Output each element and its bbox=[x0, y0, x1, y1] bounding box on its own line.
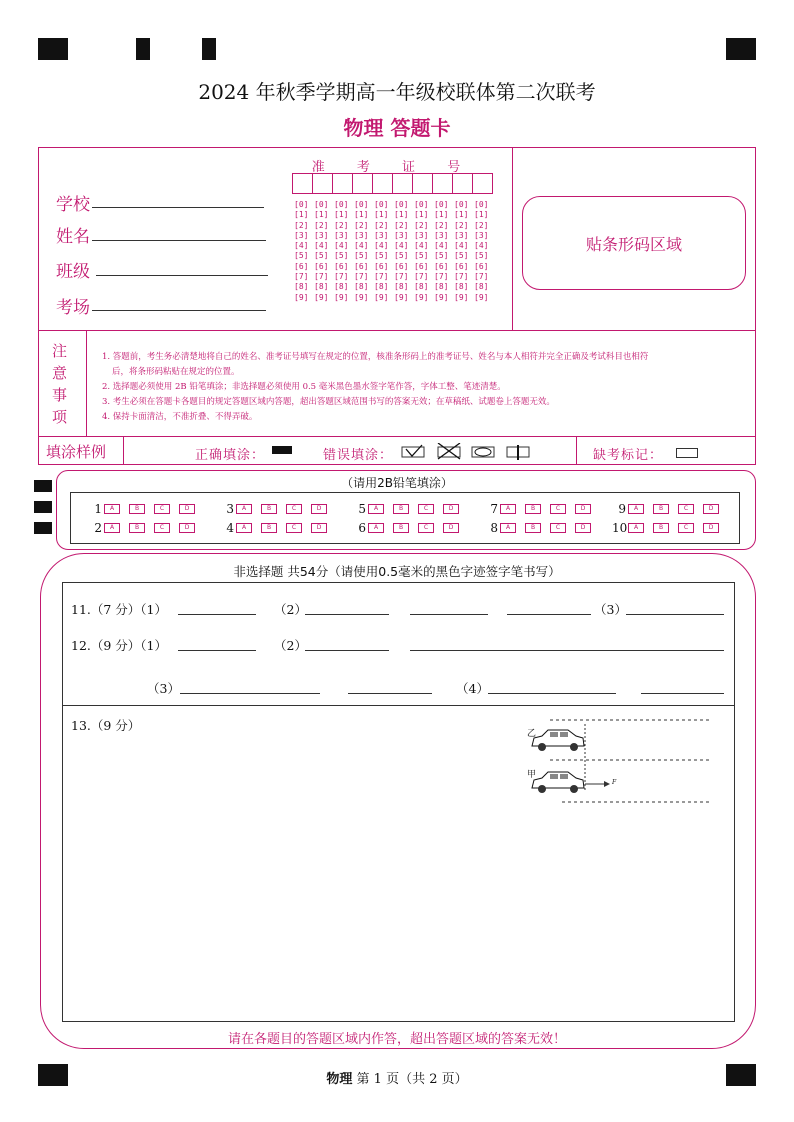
digit-bubble[interactable]: [0] bbox=[354, 200, 369, 209]
digit-box[interactable] bbox=[372, 173, 393, 194]
mc-option-bubble[interactable]: B bbox=[525, 504, 541, 514]
registration-mark-left-2 bbox=[34, 501, 52, 513]
note-item: 后，将条形码粘贴在规定的位置。 bbox=[112, 367, 240, 377]
q12-part2-label: （2） bbox=[274, 638, 307, 653]
digit-bubble[interactable]: [2] bbox=[434, 220, 449, 230]
digit-bubble[interactable]: [2] bbox=[414, 220, 429, 230]
digit-bubble[interactable]: [5] bbox=[454, 251, 469, 261]
mc-option-bubble[interactable]: D bbox=[179, 523, 195, 533]
card-subtitle: 物理 答题卡 bbox=[343, 116, 451, 140]
q12-part4-label: （4） bbox=[456, 681, 489, 696]
digit-bubble[interactable]: [7] bbox=[294, 272, 309, 282]
digit-bubble[interactable]: [6] bbox=[474, 261, 489, 271]
info-divider-horizontal bbox=[38, 330, 756, 331]
digit-bubble[interactable]: [4] bbox=[434, 241, 449, 251]
digit-bubble[interactable]: [7] bbox=[354, 272, 369, 282]
digit-bubble[interactable]: [6] bbox=[394, 261, 409, 271]
q12-blank-4[interactable] bbox=[180, 693, 320, 694]
q12-blank-5[interactable] bbox=[348, 693, 432, 694]
mc-answer-grid bbox=[70, 492, 740, 544]
digit-bubble[interactable]: [1] bbox=[314, 210, 329, 220]
note-item: 4. 保持卡面清洁，不准折叠、不得弄破。 bbox=[102, 412, 258, 422]
mc-option-bubble[interactable]: C bbox=[154, 523, 170, 533]
digit-bubble[interactable]: [2] bbox=[374, 220, 389, 230]
digit-bubble[interactable]: [8] bbox=[414, 282, 429, 292]
digit-bubble-row bbox=[294, 282, 494, 292]
notes-divider bbox=[86, 330, 87, 436]
digit-box[interactable] bbox=[312, 173, 333, 194]
sample-label: 填涂样例 bbox=[46, 443, 107, 461]
registration-mark-top-2 bbox=[136, 38, 150, 60]
q12-blank-1[interactable] bbox=[178, 650, 256, 651]
digit-bubble[interactable]: [0] bbox=[394, 200, 409, 209]
absent-mark-label: 缺考标记： bbox=[593, 448, 664, 463]
sample-divider-2 bbox=[576, 436, 577, 465]
q12-blank-6[interactable] bbox=[488, 693, 616, 694]
digit-bubble[interactable]: [8] bbox=[294, 282, 309, 292]
mc-option-bubble[interactable]: D bbox=[311, 504, 327, 514]
digit-bubble[interactable]: [6] bbox=[354, 261, 369, 271]
digit-bubble[interactable]: [8] bbox=[314, 282, 329, 292]
mc-option-bubble[interactable]: B bbox=[653, 523, 669, 533]
digit-bubble[interactable]: [0] bbox=[454, 200, 469, 209]
q12-part3-label: （3） bbox=[147, 681, 180, 696]
q13-label: 13.（9 分） bbox=[71, 718, 141, 733]
mc-option-bubble[interactable]: D bbox=[575, 523, 591, 533]
mc-question bbox=[352, 521, 459, 535]
answer-warning: 请在各题目的答题区域内作答，超出答题区域的答案无效！ bbox=[227, 1032, 566, 1047]
digit-bubble[interactable]: [3] bbox=[394, 230, 409, 240]
digit-bubble[interactable]: [5] bbox=[434, 251, 449, 261]
digit-bubble[interactable]: [1] bbox=[294, 210, 309, 220]
mc-question-number: 3 bbox=[226, 502, 234, 516]
digit-bubble[interactable]: [0] bbox=[434, 200, 449, 209]
mc-option-bubble[interactable]: A bbox=[104, 523, 120, 533]
answer-divider-1 bbox=[62, 705, 735, 706]
mc-option-bubble[interactable]: A bbox=[236, 523, 252, 533]
barcode-area: 贴条形码区域 bbox=[522, 196, 746, 290]
digit-bubble[interactable]: [2] bbox=[314, 220, 329, 230]
wrong-fill-marks bbox=[400, 443, 535, 461]
q11-label: 11.（7 分）（1） bbox=[71, 602, 168, 617]
digit-bubble[interactable]: [4] bbox=[474, 241, 489, 251]
name-field[interactable] bbox=[92, 222, 266, 241]
digit-bubble[interactable]: [4] bbox=[294, 241, 309, 251]
digit-bubble[interactable]: [3] bbox=[314, 230, 329, 240]
non-choice-header: 非选择题 共54分（请使用0.5毫米的黑色字迹签字笔书写） bbox=[233, 564, 561, 579]
digit-box[interactable] bbox=[472, 173, 493, 194]
digit-bubble[interactable]: [1] bbox=[454, 210, 469, 220]
q11-blank-5[interactable] bbox=[626, 614, 724, 615]
car-bottom-icon bbox=[532, 772, 584, 793]
class-label: 班级 bbox=[56, 262, 90, 282]
digit-box[interactable] bbox=[412, 173, 433, 194]
digit-bubble[interactable]: [7] bbox=[474, 272, 489, 282]
mc-question-number: 10 bbox=[612, 521, 628, 535]
digit-bubble[interactable]: [2] bbox=[394, 220, 409, 230]
mc-header: （请用2B铅笔填涂） bbox=[341, 476, 453, 490]
digit-bubble[interactable]: [6] bbox=[374, 261, 389, 271]
digit-bubble[interactable]: [5] bbox=[294, 251, 309, 261]
wrong-fill-label: 错误填涂： bbox=[323, 448, 394, 463]
digit-bubble[interactable]: [4] bbox=[414, 241, 429, 251]
q11-blank-4[interactable] bbox=[507, 614, 591, 615]
digit-bubble[interactable]: [8] bbox=[354, 282, 369, 292]
digit-box[interactable] bbox=[292, 173, 313, 194]
digit-bubble-row bbox=[294, 293, 494, 303]
mc-question bbox=[88, 521, 195, 535]
mc-option-bubble[interactable]: A bbox=[500, 523, 516, 533]
note-item: 3. 考生必须在答题卡各题目的规定答题区域内答题，超出答题区域范围书写的答案无效；在草稿纸、试题卷上答题无效。 bbox=[102, 397, 555, 407]
digit-bubble[interactable]: [9] bbox=[354, 292, 369, 302]
mc-question-number: 4 bbox=[226, 521, 234, 535]
car-top-label: 乙 bbox=[527, 729, 537, 739]
mc-question-number: 2 bbox=[94, 521, 102, 535]
digit-bubble[interactable]: [9] bbox=[334, 292, 349, 302]
mc-option-bubble[interactable]: D bbox=[311, 523, 327, 533]
digit-box[interactable] bbox=[452, 173, 473, 194]
digit-bubble[interactable]: [7] bbox=[454, 272, 469, 282]
digit-bubble[interactable]: [1] bbox=[354, 210, 369, 220]
mc-option-bubble[interactable]: C bbox=[550, 504, 566, 514]
mc-option-bubble[interactable]: A bbox=[500, 504, 516, 514]
mc-question bbox=[88, 502, 195, 516]
mc-question bbox=[612, 502, 719, 516]
notes-list bbox=[102, 350, 744, 425]
mc-question-number: 8 bbox=[490, 521, 498, 535]
digit-bubble[interactable]: [2] bbox=[294, 220, 309, 230]
mc-question bbox=[220, 502, 327, 516]
digit-bubble[interactable]: [3] bbox=[354, 230, 369, 240]
exam-room-field[interactable] bbox=[92, 293, 266, 311]
digit-bubble[interactable]: [8] bbox=[394, 282, 409, 292]
digit-bubble[interactable]: [4] bbox=[374, 241, 389, 251]
note-item: 2. 选择题必须使用 2B 铅笔填涂；非选择题必须使用 0.5 毫米黑色墨水签字笔作答，字体工整、笔迹清楚。 bbox=[102, 382, 506, 392]
digit-bubble[interactable]: [1] bbox=[374, 210, 389, 220]
q11-blank-2[interactable] bbox=[305, 614, 389, 615]
digit-bubble[interactable]: [9] bbox=[414, 292, 429, 302]
digit-bubble[interactable]: [2] bbox=[454, 220, 469, 230]
mc-option-bubble[interactable]: B bbox=[129, 523, 145, 533]
mc-option-bubble[interactable]: B bbox=[393, 523, 409, 533]
mc-question-number: 5 bbox=[358, 502, 366, 516]
digit-bubble[interactable]: [4] bbox=[394, 241, 409, 251]
mc-question-number: 1 bbox=[94, 502, 102, 516]
digit-bubble[interactable]: [1] bbox=[414, 210, 429, 220]
mc-question bbox=[612, 521, 719, 535]
mc-option-bubble[interactable]: B bbox=[393, 504, 409, 514]
q12-label: 12.（9 分）（1） bbox=[71, 638, 168, 653]
digit-bubble[interactable]: [2] bbox=[354, 220, 369, 230]
digit-bubble[interactable]: [3] bbox=[334, 230, 349, 240]
mc-question-number: 6 bbox=[358, 521, 366, 535]
absent-mark-box[interactable] bbox=[676, 448, 698, 458]
sample-divider-1 bbox=[123, 436, 124, 465]
digit-bubble[interactable]: [9] bbox=[474, 292, 489, 302]
digit-bubble[interactable]: [3] bbox=[454, 230, 469, 240]
mc-option-bubble[interactable]: B bbox=[261, 523, 277, 533]
digit-bubble[interactable]: [9] bbox=[314, 292, 329, 302]
mc-option-bubble[interactable]: B bbox=[261, 504, 277, 514]
digit-bubble[interactable]: [8] bbox=[334, 282, 349, 292]
digit-bubble[interactable]: [5] bbox=[414, 251, 429, 261]
mc-option-bubble[interactable]: C bbox=[678, 504, 694, 514]
registration-mark-top-left bbox=[38, 38, 68, 60]
digit-bubble[interactable]: [4] bbox=[354, 241, 369, 251]
mc-option-bubble[interactable]: C bbox=[286, 523, 302, 533]
force-label: F bbox=[612, 779, 617, 786]
q12-blank-3[interactable] bbox=[410, 650, 724, 651]
mc-option-bubble[interactable]: D bbox=[179, 504, 195, 514]
digit-bubble[interactable]: [2] bbox=[334, 220, 349, 230]
mc-option-bubble[interactable]: D bbox=[575, 504, 591, 514]
digit-bubble-row bbox=[294, 221, 494, 231]
digit-bubble-grid[interactable] bbox=[294, 200, 494, 303]
mc-option-bubble[interactable]: D bbox=[443, 504, 459, 514]
digit-bubble[interactable]: [9] bbox=[374, 292, 389, 302]
mc-option-bubble[interactable]: D bbox=[703, 504, 719, 514]
q12-blank-7[interactable] bbox=[641, 693, 724, 694]
mc-option-bubble[interactable]: B bbox=[129, 504, 145, 514]
notes-title: 注意事项 bbox=[52, 342, 68, 426]
digit-bubble-row bbox=[294, 262, 494, 272]
digit-bubble[interactable]: [9] bbox=[434, 292, 449, 302]
digit-bubble[interactable]: [6] bbox=[434, 261, 449, 271]
digit-bubble[interactable]: [0] bbox=[414, 200, 429, 209]
mc-option-bubble[interactable]: A bbox=[236, 504, 252, 514]
mc-option-bubble[interactable]: C bbox=[550, 523, 566, 533]
digit-bubble[interactable]: [8] bbox=[474, 282, 489, 292]
admission-number-boxes[interactable] bbox=[292, 173, 492, 194]
digit-bubble[interactable]: [7] bbox=[374, 272, 389, 282]
digit-bubble[interactable]: [5] bbox=[314, 251, 329, 261]
digit-bubble[interactable]: [5] bbox=[474, 251, 489, 261]
cars-diagram bbox=[520, 712, 720, 808]
registration-mark-left-3 bbox=[34, 522, 52, 534]
digit-bubble[interactable]: [5] bbox=[394, 251, 409, 261]
digit-bubble[interactable]: [6] bbox=[314, 261, 329, 271]
mc-option-bubble[interactable]: C bbox=[418, 523, 434, 533]
registration-mark-top-right bbox=[726, 38, 756, 60]
q11-blank-3[interactable] bbox=[410, 614, 488, 615]
mc-option-bubble[interactable]: C bbox=[418, 504, 434, 514]
digit-bubble[interactable]: [4] bbox=[334, 241, 349, 251]
digit-bubble-row bbox=[294, 251, 494, 261]
digit-bubble[interactable]: [0] bbox=[374, 200, 389, 209]
digit-box[interactable] bbox=[392, 173, 413, 194]
digit-bubble[interactable]: [1] bbox=[434, 210, 449, 220]
q11-part3-label: （3） bbox=[594, 602, 627, 617]
mc-option-bubble[interactable]: A bbox=[628, 523, 644, 533]
mc-option-bubble[interactable]: A bbox=[368, 504, 384, 514]
digit-bubble[interactable]: [5] bbox=[354, 251, 369, 261]
q11-blank-1[interactable] bbox=[178, 614, 256, 615]
mc-option-bubble[interactable]: D bbox=[443, 523, 459, 533]
digit-bubble[interactable]: [0] bbox=[474, 200, 489, 209]
digit-bubble[interactable]: [7] bbox=[414, 272, 429, 282]
mc-option-bubble[interactable]: B bbox=[653, 504, 669, 514]
digit-bubble[interactable]: [4] bbox=[314, 241, 329, 251]
digit-bubble[interactable]: [8] bbox=[454, 282, 469, 292]
mc-question-number: 7 bbox=[490, 502, 498, 516]
admission-number-label: 准 考 证 号 bbox=[311, 160, 475, 175]
digit-bubble[interactable]: [1] bbox=[334, 210, 349, 220]
car-bottom-label: 甲 bbox=[527, 770, 537, 780]
digit-bubble[interactable]: [5] bbox=[374, 251, 389, 261]
digit-bubble[interactable]: [4] bbox=[454, 241, 469, 251]
digit-bubble[interactable]: [7] bbox=[394, 272, 409, 282]
class-field[interactable] bbox=[96, 257, 268, 276]
mc-option-bubble[interactable]: A bbox=[368, 523, 384, 533]
mc-option-bubble[interactable]: C bbox=[286, 504, 302, 514]
info-divider-vertical bbox=[512, 147, 513, 330]
digit-bubble[interactable]: [3] bbox=[434, 230, 449, 240]
digit-bubble[interactable]: [7] bbox=[314, 272, 329, 282]
mc-question bbox=[484, 502, 591, 516]
digit-bubble[interactable]: [6] bbox=[414, 261, 429, 271]
name-label: 姓名 bbox=[56, 227, 90, 247]
digit-bubble[interactable]: [0] bbox=[294, 200, 309, 209]
digit-bubble[interactable]: [0] bbox=[334, 200, 349, 209]
digit-bubble[interactable]: [9] bbox=[394, 292, 409, 302]
digit-bubble[interactable]: [7] bbox=[334, 272, 349, 282]
digit-bubble[interactable]: [3] bbox=[294, 230, 309, 240]
digit-bubble[interactable]: [3] bbox=[374, 230, 389, 240]
digit-bubble-row bbox=[294, 200, 494, 210]
mc-option-bubble[interactable]: A bbox=[104, 504, 120, 514]
digit-bubble-row bbox=[294, 210, 494, 220]
registration-mark-top-3 bbox=[202, 38, 216, 60]
digit-bubble[interactable]: [6] bbox=[334, 261, 349, 271]
digit-bubble[interactable]: [6] bbox=[294, 261, 309, 271]
mc-question-number: 9 bbox=[618, 502, 626, 516]
mc-option-bubble[interactable]: D bbox=[703, 523, 719, 533]
note-item: 1. 答题前，考生务必清楚地将自己的姓名、准考证号填写在规定的位置，核准条形码上的准考证号、姓名与本人相符并完全正确及考试科目也相符 bbox=[102, 352, 649, 362]
exam-title: 2024 年秋季学期高一年级校联体第二次联考 bbox=[198, 80, 596, 104]
mc-question bbox=[220, 521, 327, 535]
digit-bubble[interactable]: [3] bbox=[474, 230, 489, 240]
mc-option-bubble[interactable]: C bbox=[678, 523, 694, 533]
q12-blank-2[interactable] bbox=[305, 650, 389, 651]
digit-bubble[interactable]: [9] bbox=[294, 292, 309, 302]
digit-bubble[interactable]: [3] bbox=[414, 230, 429, 240]
digit-box[interactable] bbox=[332, 173, 353, 194]
school-field[interactable] bbox=[92, 190, 264, 208]
mc-option-bubble[interactable]: A bbox=[628, 504, 644, 514]
digit-bubble-row bbox=[294, 241, 494, 251]
digit-bubble[interactable]: [0] bbox=[314, 200, 329, 209]
digit-bubble[interactable]: [7] bbox=[434, 272, 449, 282]
digit-bubble[interactable]: [1] bbox=[394, 210, 409, 220]
footer bbox=[0, 1068, 794, 1087]
digit-bubble[interactable]: [8] bbox=[434, 282, 449, 292]
digit-bubble[interactable]: [5] bbox=[334, 251, 349, 261]
digit-box[interactable] bbox=[432, 173, 453, 194]
car-top-icon bbox=[532, 730, 584, 751]
digit-bubble[interactable]: [9] bbox=[454, 292, 469, 302]
mc-question bbox=[484, 521, 591, 535]
digit-bubble[interactable]: [2] bbox=[474, 220, 489, 230]
footer-subject: 物理 bbox=[326, 1072, 353, 1087]
correct-fill-label: 正确填涂： bbox=[195, 448, 266, 463]
mc-option-bubble[interactable]: C bbox=[154, 504, 170, 514]
correct-fill-mark bbox=[272, 446, 292, 454]
footer-page: 第 1 页（共 2 页） bbox=[356, 1072, 468, 1087]
q11-part2-label: （2） bbox=[274, 602, 307, 617]
mc-option-bubble[interactable]: B bbox=[525, 523, 541, 533]
digit-bubble-row bbox=[294, 272, 494, 282]
digit-box[interactable] bbox=[352, 173, 373, 194]
digit-bubble[interactable]: [1] bbox=[474, 210, 489, 220]
mc-question bbox=[352, 502, 459, 516]
school-label: 学校 bbox=[56, 195, 90, 215]
digit-bubble-row bbox=[294, 231, 494, 241]
digit-bubble[interactable]: [6] bbox=[454, 261, 469, 271]
digit-bubble[interactable]: [8] bbox=[374, 282, 389, 292]
exam-room-label: 考场 bbox=[56, 298, 90, 318]
